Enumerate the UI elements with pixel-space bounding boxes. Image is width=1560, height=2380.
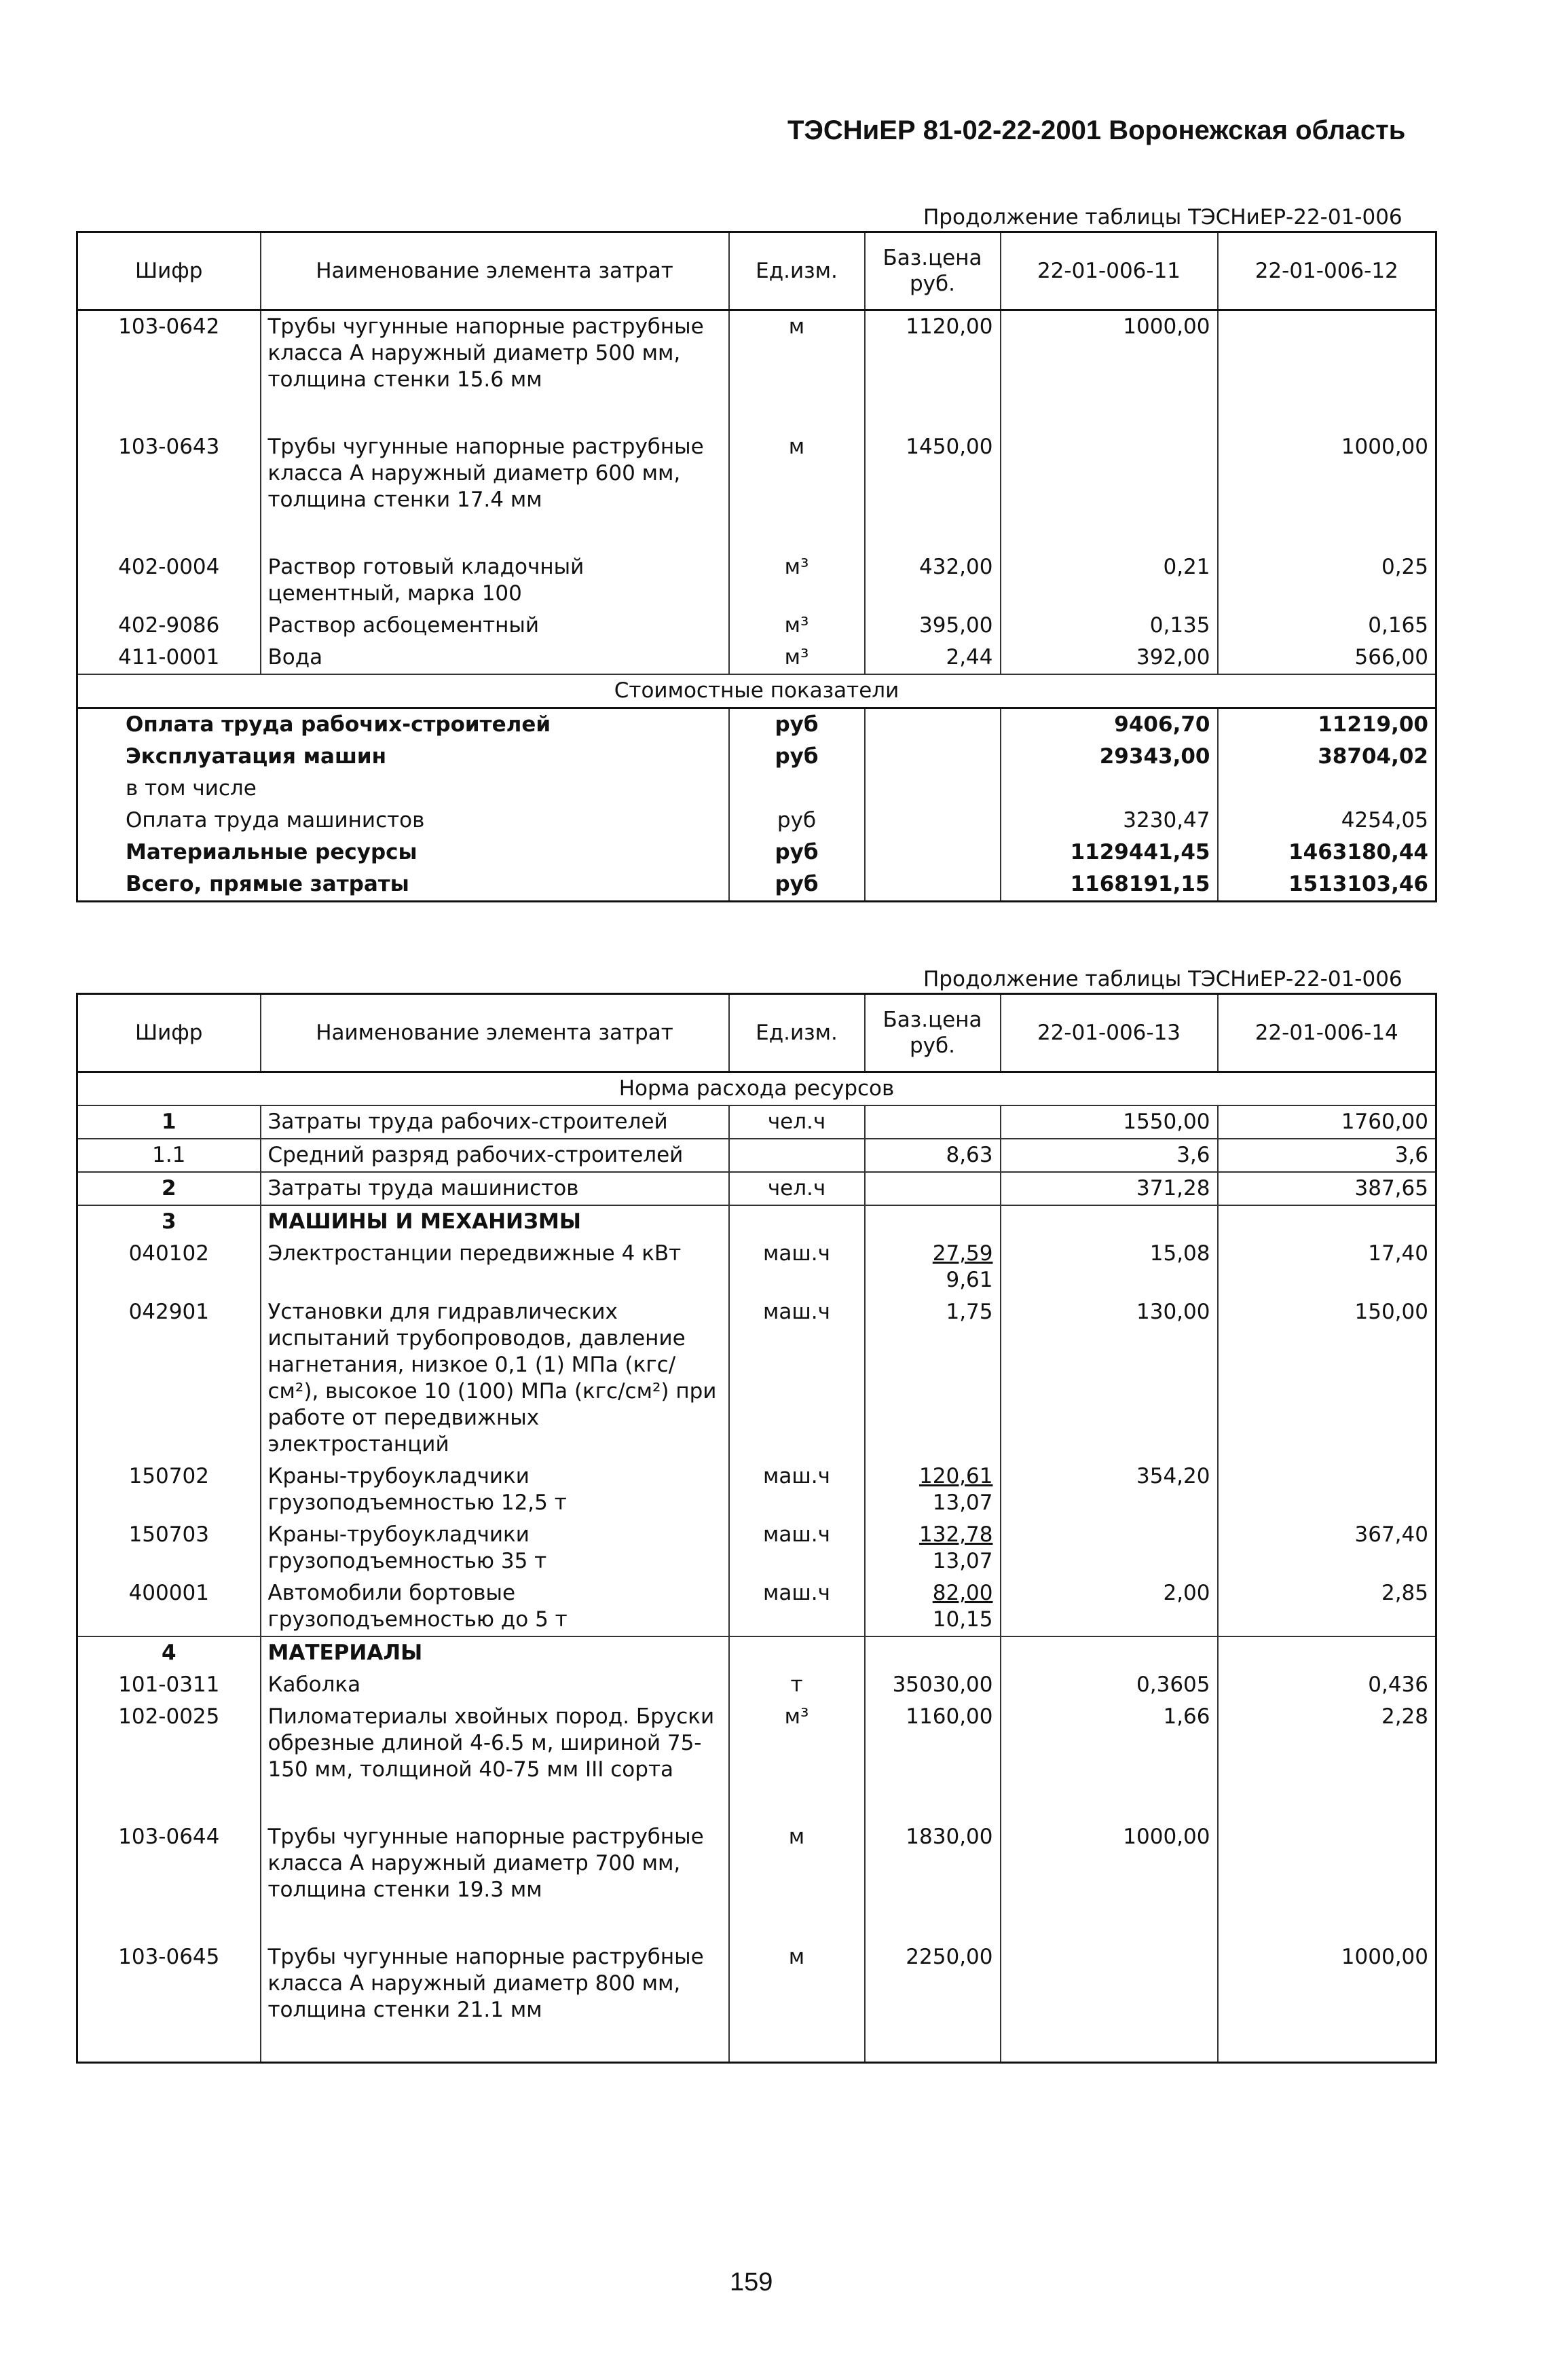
resource-code: 1 (77, 1105, 261, 1139)
resource-unit: м³ (729, 642, 865, 674)
col-code-header: Шифр (77, 232, 261, 310)
resource-unit: маш.ч (729, 1238, 865, 1296)
col-norm-13-header: 22-01-006-13 (1001, 994, 1218, 1072)
resource-unit: м (729, 1941, 865, 2026)
resource-code: 1.1 (77, 1139, 261, 1172)
norm-header-row (77, 1072, 1436, 1106)
section-code: 4 (77, 1636, 261, 1669)
spacer-cell (1001, 396, 1218, 431)
cost-value-12: 1463180,44 (1218, 837, 1436, 868)
norm-value-14: 387,65 (1218, 1172, 1436, 1205)
resource-name: Краны-трубоукладчики грузоподъемностью 12,5 т (261, 1461, 729, 1519)
table-resources-1 (76, 231, 1437, 902)
norm-value-14: 1760,00 (1218, 1105, 1436, 1139)
resource-code: 400001 (128, 1581, 209, 1605)
resource-price (865, 1577, 1001, 1636)
table-resources-2 (76, 993, 1437, 2064)
cost-value-11: 1129441,45 (1001, 837, 1218, 868)
machine-price: 132,78 (919, 1522, 993, 1547)
continuation-label-1: Продолжение таблицы ТЭСНиЕР-22-01-006 (923, 205, 1403, 230)
resource-name: Трубы чугунные напорные раструбные класса А наружный диаметр 700 мм, толщина стенки 19.3 мм (261, 1821, 729, 1906)
continuation-label-2: Продолжение таблицы ТЭСНиЕР-22-01-006 (923, 967, 1403, 991)
col-price-header: Баз.цена руб. (865, 232, 1001, 310)
cost-price-empty (865, 868, 1001, 902)
spacer-cell (729, 1786, 865, 1821)
page-number: 159 (730, 2268, 773, 2296)
spacer-cell (729, 396, 865, 431)
resource-unit: м (729, 1821, 865, 1906)
norm-value-12: 0,25 (1218, 551, 1436, 610)
table-row (77, 1238, 1436, 1296)
norm-value-14: 0,436 (1218, 1669, 1436, 1701)
table-row (77, 1821, 1436, 1906)
norm-value-13: 1,66 (1001, 1701, 1218, 1786)
cost-name: Оплата труда машинистов (126, 808, 425, 832)
machine-price: 82,00 (932, 1581, 993, 1605)
cost-row (77, 741, 1436, 773)
resource-price: 2250,00 (865, 1941, 1001, 2026)
resource-unit: м (729, 431, 865, 516)
spacer-cell (865, 1906, 1001, 1941)
cost-name: Оплата труда рабочих-строителей (77, 708, 729, 742)
resource-price: 2,44 (865, 642, 1001, 674)
spacer-cell (77, 1906, 261, 1941)
resource-code: 103-0645 (118, 1945, 220, 1969)
spacer-cell (729, 516, 865, 551)
operator-wage: 9,61 (946, 1268, 993, 1292)
resource-price: 1830,00 (865, 1821, 1001, 1906)
cost-unit (729, 773, 865, 805)
table-row (77, 1701, 1436, 1786)
norm-value-14: 17,40 (1218, 1238, 1436, 1296)
resource-code: 103-0644 (118, 1825, 220, 1849)
spacer-cell (729, 1906, 865, 1941)
resource-price (865, 1105, 1001, 1139)
norm-value-12: 566,00 (1218, 642, 1436, 674)
spacer-cell (1001, 516, 1218, 551)
resource-name: Трубы чугунные напорные раструбные класса А наружный диаметр 800 мм, толщина стенки 21.1 мм (261, 1941, 729, 2026)
table-header-row (77, 232, 1436, 310)
resource-name: Раствор готовый кладочный цементный, марка 100 (261, 551, 729, 610)
resource-name: Затраты труда рабочих-строителей (261, 1105, 729, 1139)
norm-value-11: 0,21 (1001, 551, 1218, 610)
resource-unit: т (729, 1669, 865, 1701)
cost-value-12: 1513103,46 (1218, 868, 1436, 902)
resource-name: Электростанции передвижные 4 кВт (261, 1238, 729, 1296)
cost-name: Материальные ресурсы (126, 840, 417, 864)
resource-unit: м³ (729, 1701, 865, 1786)
table-header-row (77, 994, 1436, 1072)
resource-name: Вода (261, 642, 729, 674)
resource-name: Автомобили бортовые грузоподъемностью до 5 т (261, 1577, 729, 1636)
col-norm-11-header: 22-01-006-11 (1001, 232, 1218, 310)
resource-code: 402-9086 (118, 613, 220, 638)
cost-price-empty (865, 805, 1001, 837)
spacer-cell (261, 396, 729, 431)
empty-cell (865, 1636, 1001, 1669)
spacer-cell (1218, 516, 1436, 551)
col-code-header: Шифр (77, 994, 261, 1072)
operator-wage: 13,07 (932, 1490, 993, 1515)
cost-unit: руб (729, 837, 865, 868)
spacer-cell (77, 396, 261, 431)
resource-name: Средний разряд рабочих-строителей (261, 1139, 729, 1172)
norm-value-13: 3,6 (1001, 1139, 1218, 1172)
cost-value-11: 1168191,15 (1001, 868, 1218, 902)
norm-value-14: 150,00 (1218, 1296, 1436, 1461)
section-code: 3 (77, 1205, 261, 1238)
table-row (77, 1461, 1436, 1519)
table-row (77, 1669, 1436, 1701)
norm-value-14 (1218, 1821, 1436, 1906)
cost-row (77, 868, 1436, 902)
resource-price: 432,00 (865, 551, 1001, 610)
resource-name: Затраты труда машинистов (261, 1172, 729, 1205)
cost-row (77, 805, 1436, 837)
norm-value-14: 367,40 (1218, 1519, 1436, 1577)
empty-cell (1218, 1636, 1436, 1669)
col-norm-12-header: 22-01-006-12 (1218, 232, 1436, 310)
resource-code: 042901 (128, 1300, 209, 1324)
resource-unit: чел.ч (729, 1105, 865, 1139)
cost-row (77, 837, 1436, 868)
empty-cell (729, 1636, 865, 1669)
machine-price: 27,59 (932, 1241, 993, 1266)
norm-value-13: 1550,00 (1001, 1105, 1218, 1139)
resource-price (865, 1461, 1001, 1519)
resource-unit: маш.ч (729, 1296, 865, 1461)
spacer-cell (261, 1906, 729, 1941)
resource-name: Раствор асбоцементный (261, 610, 729, 642)
norm-value-13: 0,3605 (1001, 1669, 1218, 1701)
norm-value-14: 3,6 (1218, 1139, 1436, 1172)
norm-value-13 (1001, 1519, 1218, 1577)
resource-code: 103-0642 (118, 314, 220, 339)
resource-unit (729, 1139, 865, 1172)
empty-cell (1001, 1636, 1218, 1669)
spacer-cell (77, 1786, 261, 1821)
cost-name: в том числе (126, 776, 257, 801)
resource-price (865, 1172, 1001, 1205)
section-title: МАШИНЫ И МЕХАНИЗМЫ (261, 1205, 729, 1238)
norm-value-11: 1000,00 (1001, 310, 1218, 397)
spacer-cell (1218, 1786, 1436, 1821)
resource-name: Краны-трубоукладчики грузоподъемностью 35 т (261, 1519, 729, 1577)
table-row (77, 1105, 1436, 1139)
spacer-cell (77, 2026, 261, 2063)
spacer-cell (1218, 2026, 1436, 2063)
norm-value-13: 1000,00 (1001, 1821, 1218, 1906)
cost-name: Всего, прямые затраты (126, 872, 409, 896)
norm-value-13: 15,08 (1001, 1238, 1218, 1296)
resource-name: Трубы чугунные напорные раструбные класса А наружный диаметр 500 мм, толщина стенки 15.6 мм (261, 310, 729, 397)
resource-name: Пиломатериалы хвойных пород. Бруски обрезные длиной 4-6.5 м, шириной 75-150 мм, толщиной 40-75 мм III сорта (261, 1701, 729, 1786)
resource-code: 402-0004 (118, 555, 220, 579)
section-row (77, 1205, 1436, 1238)
cost-unit: руб (729, 868, 865, 902)
cost-name: Эксплуатация машин (126, 744, 387, 769)
section-title: МАТЕРИАЛЫ (261, 1636, 729, 1669)
table-row (77, 1577, 1436, 1636)
norm-value-13 (1001, 1941, 1218, 2026)
operator-wage: 10,15 (932, 1607, 993, 1632)
norm-value-12: 1000,00 (1218, 431, 1436, 516)
document-title: ТЭСНиЕР 81-02-22-2001 Воронежская область (787, 115, 1406, 145)
spacer-cell (865, 516, 1001, 551)
norm-value-11 (1001, 431, 1218, 516)
cost-unit: руб (729, 805, 865, 837)
table-row (77, 1172, 1436, 1205)
spacer-cell (865, 396, 1001, 431)
cost-row (77, 708, 1436, 742)
spacer-cell (1001, 1786, 1218, 1821)
resource-unit: маш.ч (729, 1519, 865, 1577)
resource-price (865, 1296, 1001, 1461)
resource-unit: м³ (729, 551, 865, 610)
cost-value-12: 11219,00 (1218, 708, 1436, 742)
resource-price (865, 1238, 1001, 1296)
cost-value-11: 3230,47 (1001, 805, 1218, 837)
cost-value-12: 4254,05 (1218, 805, 1436, 837)
cost-price-empty (865, 741, 1001, 773)
norm-value-12: 0,165 (1218, 610, 1436, 642)
spacer-cell (1001, 2026, 1218, 2063)
spacer-cell (261, 1786, 729, 1821)
spacer-cell (1218, 396, 1436, 431)
norm-value-11: 0,135 (1001, 610, 1218, 642)
resource-name: Установки для гидравлических испытаний трубопроводов, давление нагнетания, низкое 0,1 (1) МПа (кгс/см²), высокое 10 (100) МПа (кгс/см²) при работе от передвижных электростанций (261, 1296, 729, 1461)
cost-unit: руб (729, 708, 865, 742)
cost-price-empty (865, 837, 1001, 868)
resource-code: 040102 (128, 1241, 209, 1266)
norm-value-13: 354,20 (1001, 1461, 1218, 1519)
resource-price: 1450,00 (865, 431, 1001, 516)
resource-price: 395,00 (865, 610, 1001, 642)
resource-code: 150703 (128, 1522, 209, 1547)
resource-price: 35030,00 (865, 1669, 1001, 1701)
resource-code: 150702 (128, 1464, 209, 1488)
resource-unit: м (729, 310, 865, 397)
resource-name: Трубы чугунные напорные раструбные класса А наружный диаметр 600 мм, толщина стенки 17.4 мм (261, 431, 729, 516)
resource-price: 1160,00 (865, 1701, 1001, 1786)
cost-value-12: 38704,02 (1218, 741, 1436, 773)
resource-unit: маш.ч (729, 1577, 865, 1636)
empty-cell (1001, 1205, 1218, 1238)
norm-value-14: 2,85 (1218, 1577, 1436, 1636)
cost-price-empty (865, 773, 1001, 805)
norm-value-14 (1218, 1461, 1436, 1519)
spacer-cell (261, 2026, 729, 2063)
resource-unit: маш.ч (729, 1461, 865, 1519)
resource-code: 411-0001 (118, 645, 220, 670)
empty-cell (1218, 1205, 1436, 1238)
spacer-cell (729, 2026, 865, 2063)
resource-unit: чел.ч (729, 1172, 865, 1205)
cost-value-12 (1218, 773, 1436, 805)
table-row (77, 431, 1436, 516)
resource-price (865, 1519, 1001, 1577)
cost-header-row (77, 674, 1436, 708)
row-spacer (77, 1786, 1436, 1821)
table-row (77, 310, 1436, 397)
cost-row (77, 773, 1436, 805)
resource-code: 2 (77, 1172, 261, 1205)
col-name-header: Наименование элемента затрат (261, 232, 729, 310)
table-row (77, 551, 1436, 610)
operator-wage: 13,07 (932, 1549, 993, 1573)
spacer-cell (1001, 1906, 1218, 1941)
table1-body (77, 310, 1436, 902)
spacer-cell (865, 2026, 1001, 2063)
resource-unit: м³ (729, 610, 865, 642)
resource-name: Каболка (261, 1669, 729, 1701)
table2-body (77, 1072, 1436, 2063)
cost-price-empty (865, 708, 1001, 742)
norm-value-11: 392,00 (1001, 642, 1218, 674)
cost-value-11: 9406,70 (1001, 708, 1218, 742)
norm-value-14: 1000,00 (1218, 1941, 1436, 2026)
spacer-cell (77, 516, 261, 551)
spacer-cell (261, 516, 729, 551)
norm-value-12 (1218, 310, 1436, 397)
table-row (77, 1139, 1436, 1172)
table-row (77, 642, 1436, 674)
col-norm-14-header: 22-01-006-14 (1218, 994, 1436, 1072)
norm-value-13: 371,28 (1001, 1172, 1218, 1205)
cost-value-11: 29343,00 (1001, 741, 1218, 773)
table-row (77, 1941, 1436, 2026)
cost-unit: руб (729, 741, 865, 773)
norm-value-13: 130,00 (1001, 1296, 1218, 1461)
table-row (77, 1296, 1436, 1461)
norm-value-13: 2,00 (1001, 1577, 1218, 1636)
cost-value-11 (1001, 773, 1218, 805)
spacer-cell (865, 1786, 1001, 1821)
col-unit-header: Ед.изм. (729, 994, 865, 1072)
norm-header: Норма расхода ресурсов (618, 1076, 895, 1101)
cost-indicators-header: Стоимостные показатели (77, 674, 1436, 708)
empty-cell (865, 1205, 1001, 1238)
norm-value-14: 2,28 (1218, 1701, 1436, 1786)
col-unit-header: Ед.изм. (729, 232, 865, 310)
machine-price: 1,75 (946, 1300, 993, 1324)
resource-price: 1120,00 (865, 310, 1001, 397)
col-price-header: Баз.цена руб. (865, 994, 1001, 1072)
row-spacer (77, 1906, 1436, 1941)
section-row (77, 1636, 1436, 1669)
table-row (77, 1519, 1436, 1577)
resource-code: 102-0025 (118, 1704, 220, 1729)
resource-price: 8,63 (865, 1139, 1001, 1172)
table-row (77, 610, 1436, 642)
spacer-cell (1218, 1906, 1436, 1941)
machine-price: 120,61 (919, 1464, 993, 1488)
row-spacer (77, 2026, 1436, 2063)
empty-cell (729, 1205, 865, 1238)
row-spacer (77, 516, 1436, 551)
col-name-header: Наименование элемента затрат (261, 994, 729, 1072)
resource-code: 103-0643 (118, 435, 220, 459)
resource-code: 101-0311 (118, 1672, 220, 1697)
row-spacer (77, 396, 1436, 431)
